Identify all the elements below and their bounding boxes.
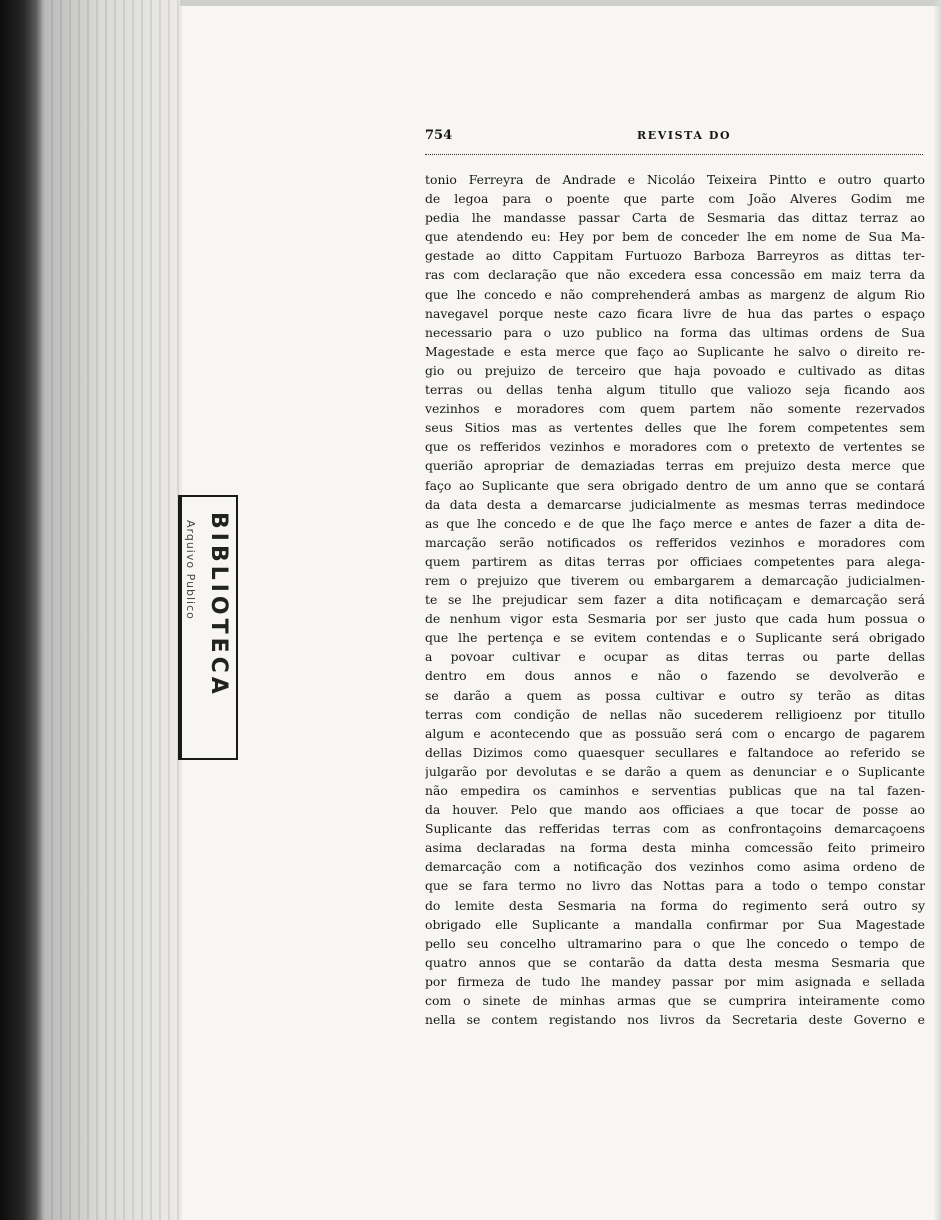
text-line: querião apropriar de demaziadas terras em prejuizo desta merce que xyxy=(425,458,925,474)
library-stamp-subtitle: Arquivo Publico xyxy=(184,520,197,620)
scan-margin-texture xyxy=(42,0,182,1220)
text-line: seus Sitios mas as vertentes delles que lhe forem competentes sem xyxy=(425,420,925,436)
text-line: obrigado elle Suplicante a mandalla confirmar por Sua Magestade xyxy=(425,916,925,932)
text-line: não empedira os caminhos e serventias publicas que na tal fazen- xyxy=(425,783,925,798)
text-line: terras ou dellas tenha algum titullo que valiozo seja ficando aos xyxy=(425,382,925,398)
text-line: demarcação com a notificação dos vezinhos como asima ordeno de xyxy=(425,859,925,875)
text-line: a povoar cultivar e ocupar as ditas terras ou parte dellas xyxy=(425,649,925,665)
text-line: dentro em dous annos e não o fazendo se devolverão e xyxy=(425,668,925,684)
page-header xyxy=(425,124,923,146)
text-line: te se lhe prejudicar sem fazer a dita notificaçam e demarcação será xyxy=(425,592,925,608)
text-line: se darão a quem as possa cultivar e outro sy terão as ditas xyxy=(425,687,925,703)
text-line: julgarão por devolutas e se darão a quem as denunciar e o Suplicante xyxy=(425,763,925,779)
text-line: quem partirem as ditas terras por officiaes competentes para alega- xyxy=(425,553,925,569)
text-line: tonio Ferreyra de Andrade e Nicoláo Teixeira Pintto e outro quarto xyxy=(425,172,925,187)
text-line: Magestade e esta merce que faço ao Suplicante he salvo o direito re- xyxy=(425,343,925,359)
text-line: Suplicante das refferidas terras com as confrontaçoins demarcaçoens xyxy=(425,821,925,837)
text-line: rem o prejuizo que tiverem ou embargarem a demarcação judicialmen- xyxy=(425,572,925,588)
text-line: nella se contem registando nos livros da Secretaria deste Governo e xyxy=(425,1012,925,1028)
text-line: que se fara termo no livro das Nottas para a todo o tempo constar xyxy=(425,878,925,894)
text-line: que lhe pertença e se evitem contendas e o Suplicante será obrigado xyxy=(425,630,925,646)
text-line: que lhe concedo e não comprehenderá ambas as margenz de algum Rio xyxy=(425,286,925,302)
scan-right-edge xyxy=(933,0,941,1220)
running-head: REVISTA DO xyxy=(637,129,732,142)
text-line: pedia lhe mandasse passar Carta de Sesmaria das dittaz terraz ao xyxy=(425,210,925,226)
text-line: do lemite desta Sesmaria na forma do regimento será outro sy xyxy=(425,897,925,913)
text-line: pello seu concelho ultramarino para o que lhe concedo o tempo de xyxy=(425,935,925,951)
text-line: que os refferidos vezinhos e moradores com o pretexto de vertentes se xyxy=(425,439,925,455)
header-rule xyxy=(425,154,923,155)
scan-binding-shadow xyxy=(0,0,42,1220)
scan-top-edge xyxy=(180,0,941,6)
text-line: da houver. Pelo que mando aos officiaes a que tocar de posse ao xyxy=(425,802,925,818)
body-text xyxy=(425,170,925,1029)
library-stamp-title: BIBLIOTECA xyxy=(206,512,231,698)
text-line: quatro annos que se contarão da datta desta mesma Sesmaria que xyxy=(425,954,925,970)
text-line: que atendendo eu: Hey por bem de conceder lhe em nome de Sua Ma- xyxy=(425,229,925,245)
text-line: faço ao Suplicante que sera obrigado dentro de um anno que se contará xyxy=(425,477,925,493)
text-line: marcação serão notificados os refferidos vezinhos e moradores com xyxy=(425,534,925,550)
text-line: ras com declaração que não excedera essa concessão em maiz terra da xyxy=(425,267,925,283)
text-line: navegavel porque neste cazo ficara livre de hua das partes o espaço xyxy=(425,305,925,321)
text-line: gestade ao ditto Cappitam Furtuozo Barboza Barreyros as dittas ter- xyxy=(425,248,925,264)
text-line: asima declaradas na forma desta minha comcessão feito primeiro xyxy=(425,840,925,856)
page-number: 754 xyxy=(425,128,453,143)
text-line: necessario para o uzo publico na forma das ultimas ordens de Sua xyxy=(425,324,925,340)
text-line: vezinhos e moradores com quem partem não somente rezervados xyxy=(425,401,925,417)
text-line: gio ou prejuizo de terceiro que haja povoado e cultivado as ditas xyxy=(425,362,925,378)
text-line: terras com condição de nellas não sucederem relligioenz por titullo xyxy=(425,706,925,722)
text-line: por firmeza de tudo lhe mandey passar por mim asignada e sellada xyxy=(425,973,925,989)
text-line: algum e acontecendo que as possuão será com o encargo de pagarem xyxy=(425,725,925,741)
text-line: dellas Dizimos como quaesquer secullares e faltandoce ao referido se xyxy=(425,744,925,760)
text-line: de legoa para o poente que parte com João Alveres Godim me xyxy=(425,191,925,207)
text-line: com o sinete de minhas armas que se cumprira inteiramente como xyxy=(425,993,925,1009)
text-line: da data desta a demarcarse judicialmente as mesmas terras medindoce xyxy=(425,496,925,512)
text-line: as que lhe concedo e de que lhe faço merce e antes de fazer a dita de- xyxy=(425,515,925,531)
text-line: de nenhum vigor esta Sesmaria por ser justo que cada hum possua o xyxy=(425,611,925,627)
